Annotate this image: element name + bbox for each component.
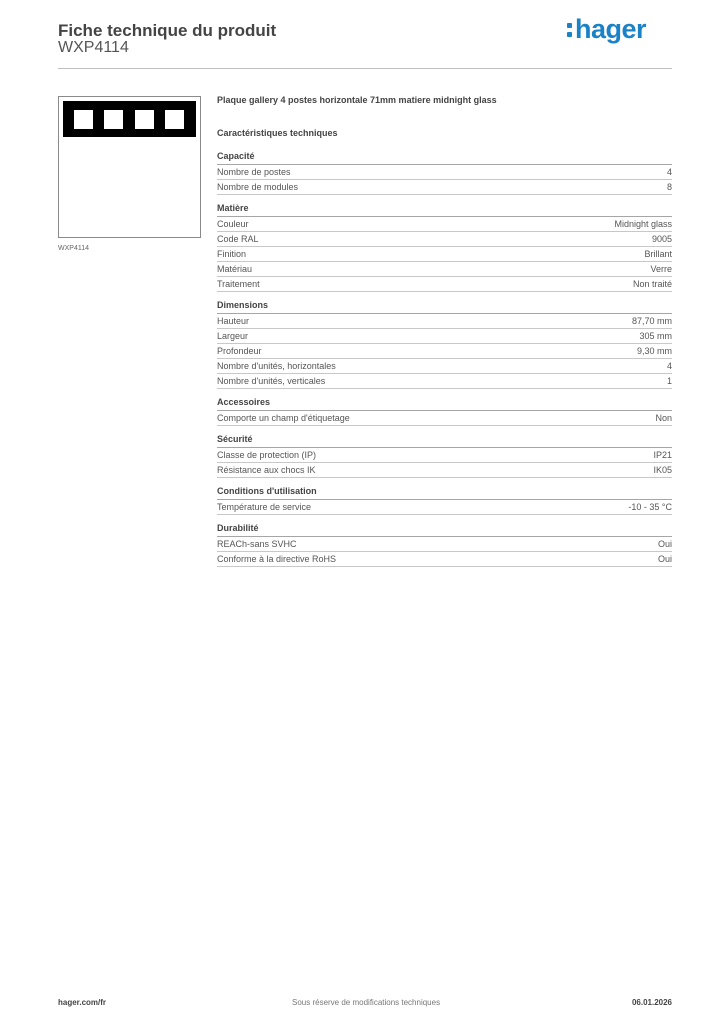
spec-label: Nombre de modules <box>217 182 299 192</box>
image-caption: WXP4114 <box>58 245 89 252</box>
spec-section <box>217 484 672 515</box>
spec-value: 4 <box>666 361 672 371</box>
section-title: Dimensions <box>217 298 672 314</box>
spec-row <box>217 217 672 232</box>
spec-label: Nombre d'unités, verticales <box>217 376 326 386</box>
spec-section <box>217 395 672 426</box>
spec-row <box>217 411 672 426</box>
spec-value: IK05 <box>653 465 672 475</box>
section-title: Accessoires <box>217 395 672 411</box>
spec-content <box>217 93 672 567</box>
specs-heading: Caractéristiques techniques <box>217 128 338 138</box>
spec-label: Comporte un champ d'étiquetage <box>217 413 350 423</box>
spec-label: Largeur <box>217 331 249 341</box>
section-title: Capacité <box>217 149 672 165</box>
section-title: Sécurité <box>217 432 672 448</box>
spec-value: 305 mm <box>639 331 672 341</box>
spec-value: 8 <box>666 182 672 192</box>
section-title: Conditions d'utilisation <box>217 484 672 500</box>
header-divider <box>58 68 672 69</box>
section-title: Durabilité <box>217 521 672 537</box>
spec-row <box>217 165 672 180</box>
spec-value: IP21 <box>653 450 672 460</box>
spec-value: Non <box>655 413 672 423</box>
spec-value: Verre <box>650 264 672 274</box>
footer-disclaimer: Sous réserve de modifications techniques <box>292 998 441 1007</box>
spec-sections <box>217 149 672 567</box>
spec-value: 87,70 mm <box>631 316 672 326</box>
spec-label: Classe de protection (IP) <box>217 450 317 460</box>
plate-slot <box>104 110 123 129</box>
plate-slot <box>135 110 154 129</box>
spec-row <box>217 180 672 195</box>
spec-row <box>217 448 672 463</box>
spec-row <box>217 329 672 344</box>
footer-website[interactable]: hager.com/fr <box>58 998 107 1007</box>
spec-row <box>217 374 672 389</box>
page-title: Fiche technique du produit <box>58 21 277 40</box>
spec-label: Finition <box>217 249 247 259</box>
logo-text: hager <box>575 14 647 44</box>
spec-row <box>217 344 672 359</box>
spec-label: Matériau <box>217 264 253 274</box>
spec-value: Oui <box>657 539 672 549</box>
spec-value: Midnight glass <box>614 219 672 229</box>
spec-value: 1 <box>666 376 672 386</box>
spec-label: Code RAL <box>217 234 259 244</box>
logo-dots-icon <box>567 20 573 39</box>
spec-label: Température de service <box>217 502 312 512</box>
spec-section <box>217 149 672 195</box>
product-image <box>58 96 201 238</box>
section-title: Matière <box>217 201 672 217</box>
spec-value: 9005 <box>651 234 672 244</box>
spec-label: Nombre de postes <box>217 167 291 177</box>
spec-row <box>217 537 672 552</box>
spec-row <box>217 463 672 478</box>
spec-label: Nombre d'unités, horizontales <box>217 361 336 371</box>
spec-row <box>217 232 672 247</box>
product-description: Plaque gallery 4 postes horizontale 71mm matiere midnight glass <box>217 95 497 105</box>
spec-label: Traitement <box>217 279 260 289</box>
spec-label: Hauteur <box>217 316 250 326</box>
spec-label: Couleur <box>217 219 249 229</box>
spec-value: -10 - 35 °C <box>628 502 672 512</box>
spec-section <box>217 432 672 478</box>
hager-logo <box>567 14 646 45</box>
footer-date: 06.01.2026 <box>631 998 672 1007</box>
plate-slot <box>74 110 93 129</box>
spec-value: Oui <box>657 554 672 564</box>
spec-row <box>217 314 672 329</box>
spec-section <box>217 521 672 567</box>
spec-row <box>217 262 672 277</box>
spec-row <box>217 359 672 374</box>
spec-value: Brillant <box>644 249 672 259</box>
spec-label: Résistance aux chocs IK <box>217 465 316 475</box>
spec-row <box>217 247 672 262</box>
spec-value: 4 <box>666 167 672 177</box>
spec-section <box>217 201 672 292</box>
spec-row <box>217 277 672 292</box>
spec-section <box>217 298 672 389</box>
wall-plate-4-gang-icon <box>63 101 196 137</box>
spec-value: 9,30 mm <box>636 346 672 356</box>
spec-label: Conforme à la directive RoHS <box>217 554 337 564</box>
spec-label: REACh-sans SVHC <box>217 539 297 549</box>
product-reference: WXP4114 <box>58 39 129 56</box>
spec-row <box>217 500 672 515</box>
spec-value: Non traité <box>632 279 672 289</box>
spec-label: Profondeur <box>217 346 262 356</box>
spec-row <box>217 552 672 567</box>
plate-slot <box>165 110 184 129</box>
